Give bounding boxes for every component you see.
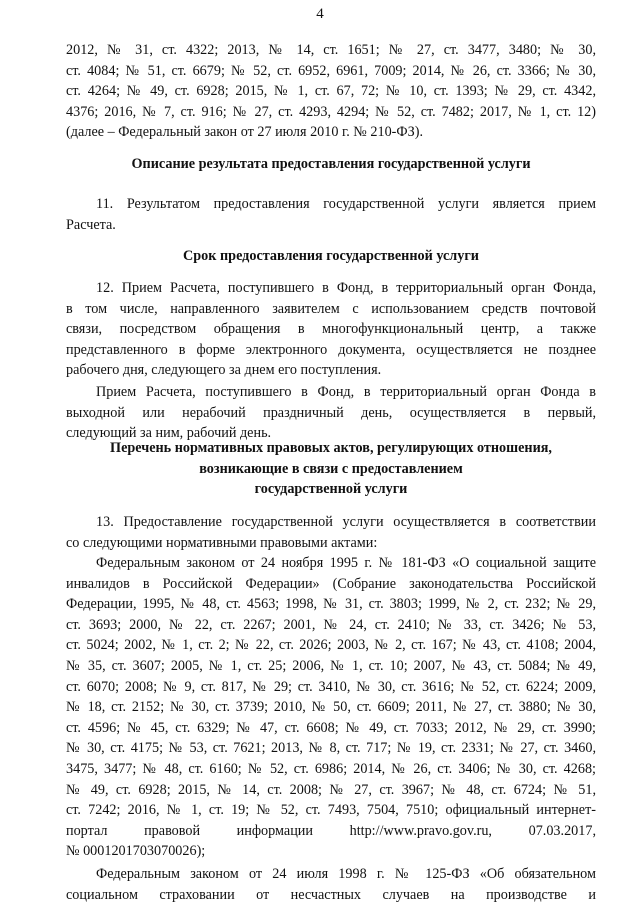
- text-line: ст. 6070; 2008; № 9, ст. 817, № 29; ст. 3410, № 30, ст. 3616; № 52, ст. 6224; 2009,: [66, 678, 596, 695]
- text-line: ст. 4596; № 45, ст. 6329; № 47, ст. 6608; № 49, ст. 7033; 2012, № 29, ст. 3990;: [66, 719, 596, 736]
- page-number: 4: [316, 6, 324, 22]
- text-line: Федеральным законом от 24 ноября 1995 г. № 181-ФЗ «О социальной защите: [96, 555, 596, 571]
- text-line: № 35, ст. 3607; 2005, № 1, ст. 25; 2006, № 1, ст. 10; 2007, № 43, ст. 5084; № 49,: [66, 657, 596, 674]
- text-line: ст. 4264; № 49, ст. 6928; 2015, № 1, ст. 67, 72; № 10, ст. 1393; № 29, ст. 4342,: [66, 83, 596, 100]
- text-line: 11. Результатом предоставления государственной услуги является прием: [96, 196, 596, 212]
- text-line: представленного в форме электронного документа, осуществляется не позднее: [66, 341, 596, 358]
- law-181-fz-paragraph: [66, 553, 596, 862]
- section-heading-result: Описание результата предоставления государственной услуги: [131, 156, 531, 172]
- text-line: в том числе, направленного заявителем с использованием средств почтовой: [66, 300, 596, 317]
- text-line: 4376; 2016, № 7, ст. 916; № 27, ст. 4293, 4294; № 52, ст. 7482; 2017, № 1, ст. 12): [66, 103, 596, 120]
- text-line: (далее – Федеральный закон от 27 июля 2010 г. № 210-ФЗ).: [66, 124, 423, 141]
- text-line: следующий за ним, рабочий день.: [66, 425, 272, 442]
- text-line: рабочего дня, следующего за днем его поступления.: [66, 362, 382, 379]
- paragraph-12: [66, 278, 596, 381]
- text-line: № 30, ст. 4175; № 53, ст. 7621; 2013, № 8, ст. 717; № 19, ст. 2331; № 27, ст. 3460,: [66, 740, 596, 757]
- heading-line: государственной услуги: [254, 481, 408, 498]
- text-line: ст. 7242; 2016, № 1, ст. 19; № 52, ст. 7493, 7504, 7510; официальный интернет-: [66, 802, 596, 819]
- paragraph-12-second: [66, 382, 596, 444]
- text-line: № 18, ст. 2152; № 30, ст. 3739; 2010, № 50, ст. 6609; 2011, № 27, ст. 3880; № 30,: [66, 699, 596, 716]
- paragraph-13: [66, 512, 596, 553]
- section-heading-term: Срок предоставления государственной услуги: [183, 248, 479, 264]
- text-line: ст. 4084; № 51, ст. 6679; № 52, ст. 6952, 6961, 7009; 2014, № 26, ст. 3366; № 30,: [66, 62, 596, 79]
- text-line: № 49, ст. 6928; 2015, № 14, ст. 2008; № 27, ст. 3967; № 48, ст. 6724; № 51,: [66, 781, 596, 798]
- paragraph-11: [66, 194, 596, 235]
- text-line: Федерации, 1995, № 48, ст. 4563; 1998, № 31, ст. 3803; 1999, № 2, ст. 232; № 29,: [66, 596, 596, 613]
- text-line: связи, посредством обращения в многофункциональный центр, а также: [66, 321, 596, 338]
- intro-paragraph: [66, 40, 596, 143]
- text-line: № 0001201703070026);: [66, 843, 206, 860]
- text-line: 2012, № 31, ст. 4322; 2013, № 14, ст. 1651; № 27, ст. 3477, 3480; № 30,: [66, 42, 596, 58]
- text-line: со следующими нормативными правовыми актами:: [66, 534, 378, 551]
- text-line: портал правовой информации http://www.pravo.gov.ru, 07.03.2017,: [66, 822, 596, 839]
- text-line: 3475, 3477; № 48, ст. 6160; № 52, ст. 6986; 2014, № 26, ст. 3406; № 30, ст. 4268;: [66, 760, 596, 777]
- heading-line: возникающие в связи с предоставлением: [199, 460, 463, 477]
- text-line: выходной или нерабочий праздничный день, осуществляется в первый,: [66, 404, 596, 421]
- text-line: Прием Расчета, поступившего в Фонд, в территориальный орган Фонда в: [96, 384, 596, 400]
- text-line: 13. Предоставление государственной услуги осуществляется в соответствии: [96, 514, 596, 530]
- text-line: Расчета.: [66, 216, 116, 233]
- text-line: Федеральным законом от 24 июля 1998 г. № 125-ФЗ «Об обязательном: [96, 866, 596, 882]
- section-heading-acts: [66, 438, 596, 500]
- text-line: 12. Прием Расчета, поступившего в Фонд, в территориальный орган Фонда,: [96, 280, 596, 296]
- law-125-fz-paragraph: [66, 864, 596, 905]
- text-line: ст. 3693; 2000, № 22, ст. 2267; 2001, № 24, ст. 2410; № 33, ст. 3426; № 53,: [66, 616, 596, 633]
- text-line: инвалидов в Российской Федерации» (Собрание законодательства Российской: [66, 575, 596, 592]
- heading-line: Перечень нормативных правовых актов, регулирующих отношения,: [110, 440, 552, 456]
- text-line: социальном страховании от несчастных случаев на производстве и: [66, 886, 596, 903]
- text-line: ст. 5024; 2002, № 1, ст. 2; № 22, ст. 2026; 2003, № 2, ст. 167; № 43, ст. 4108; 2004,: [66, 637, 596, 654]
